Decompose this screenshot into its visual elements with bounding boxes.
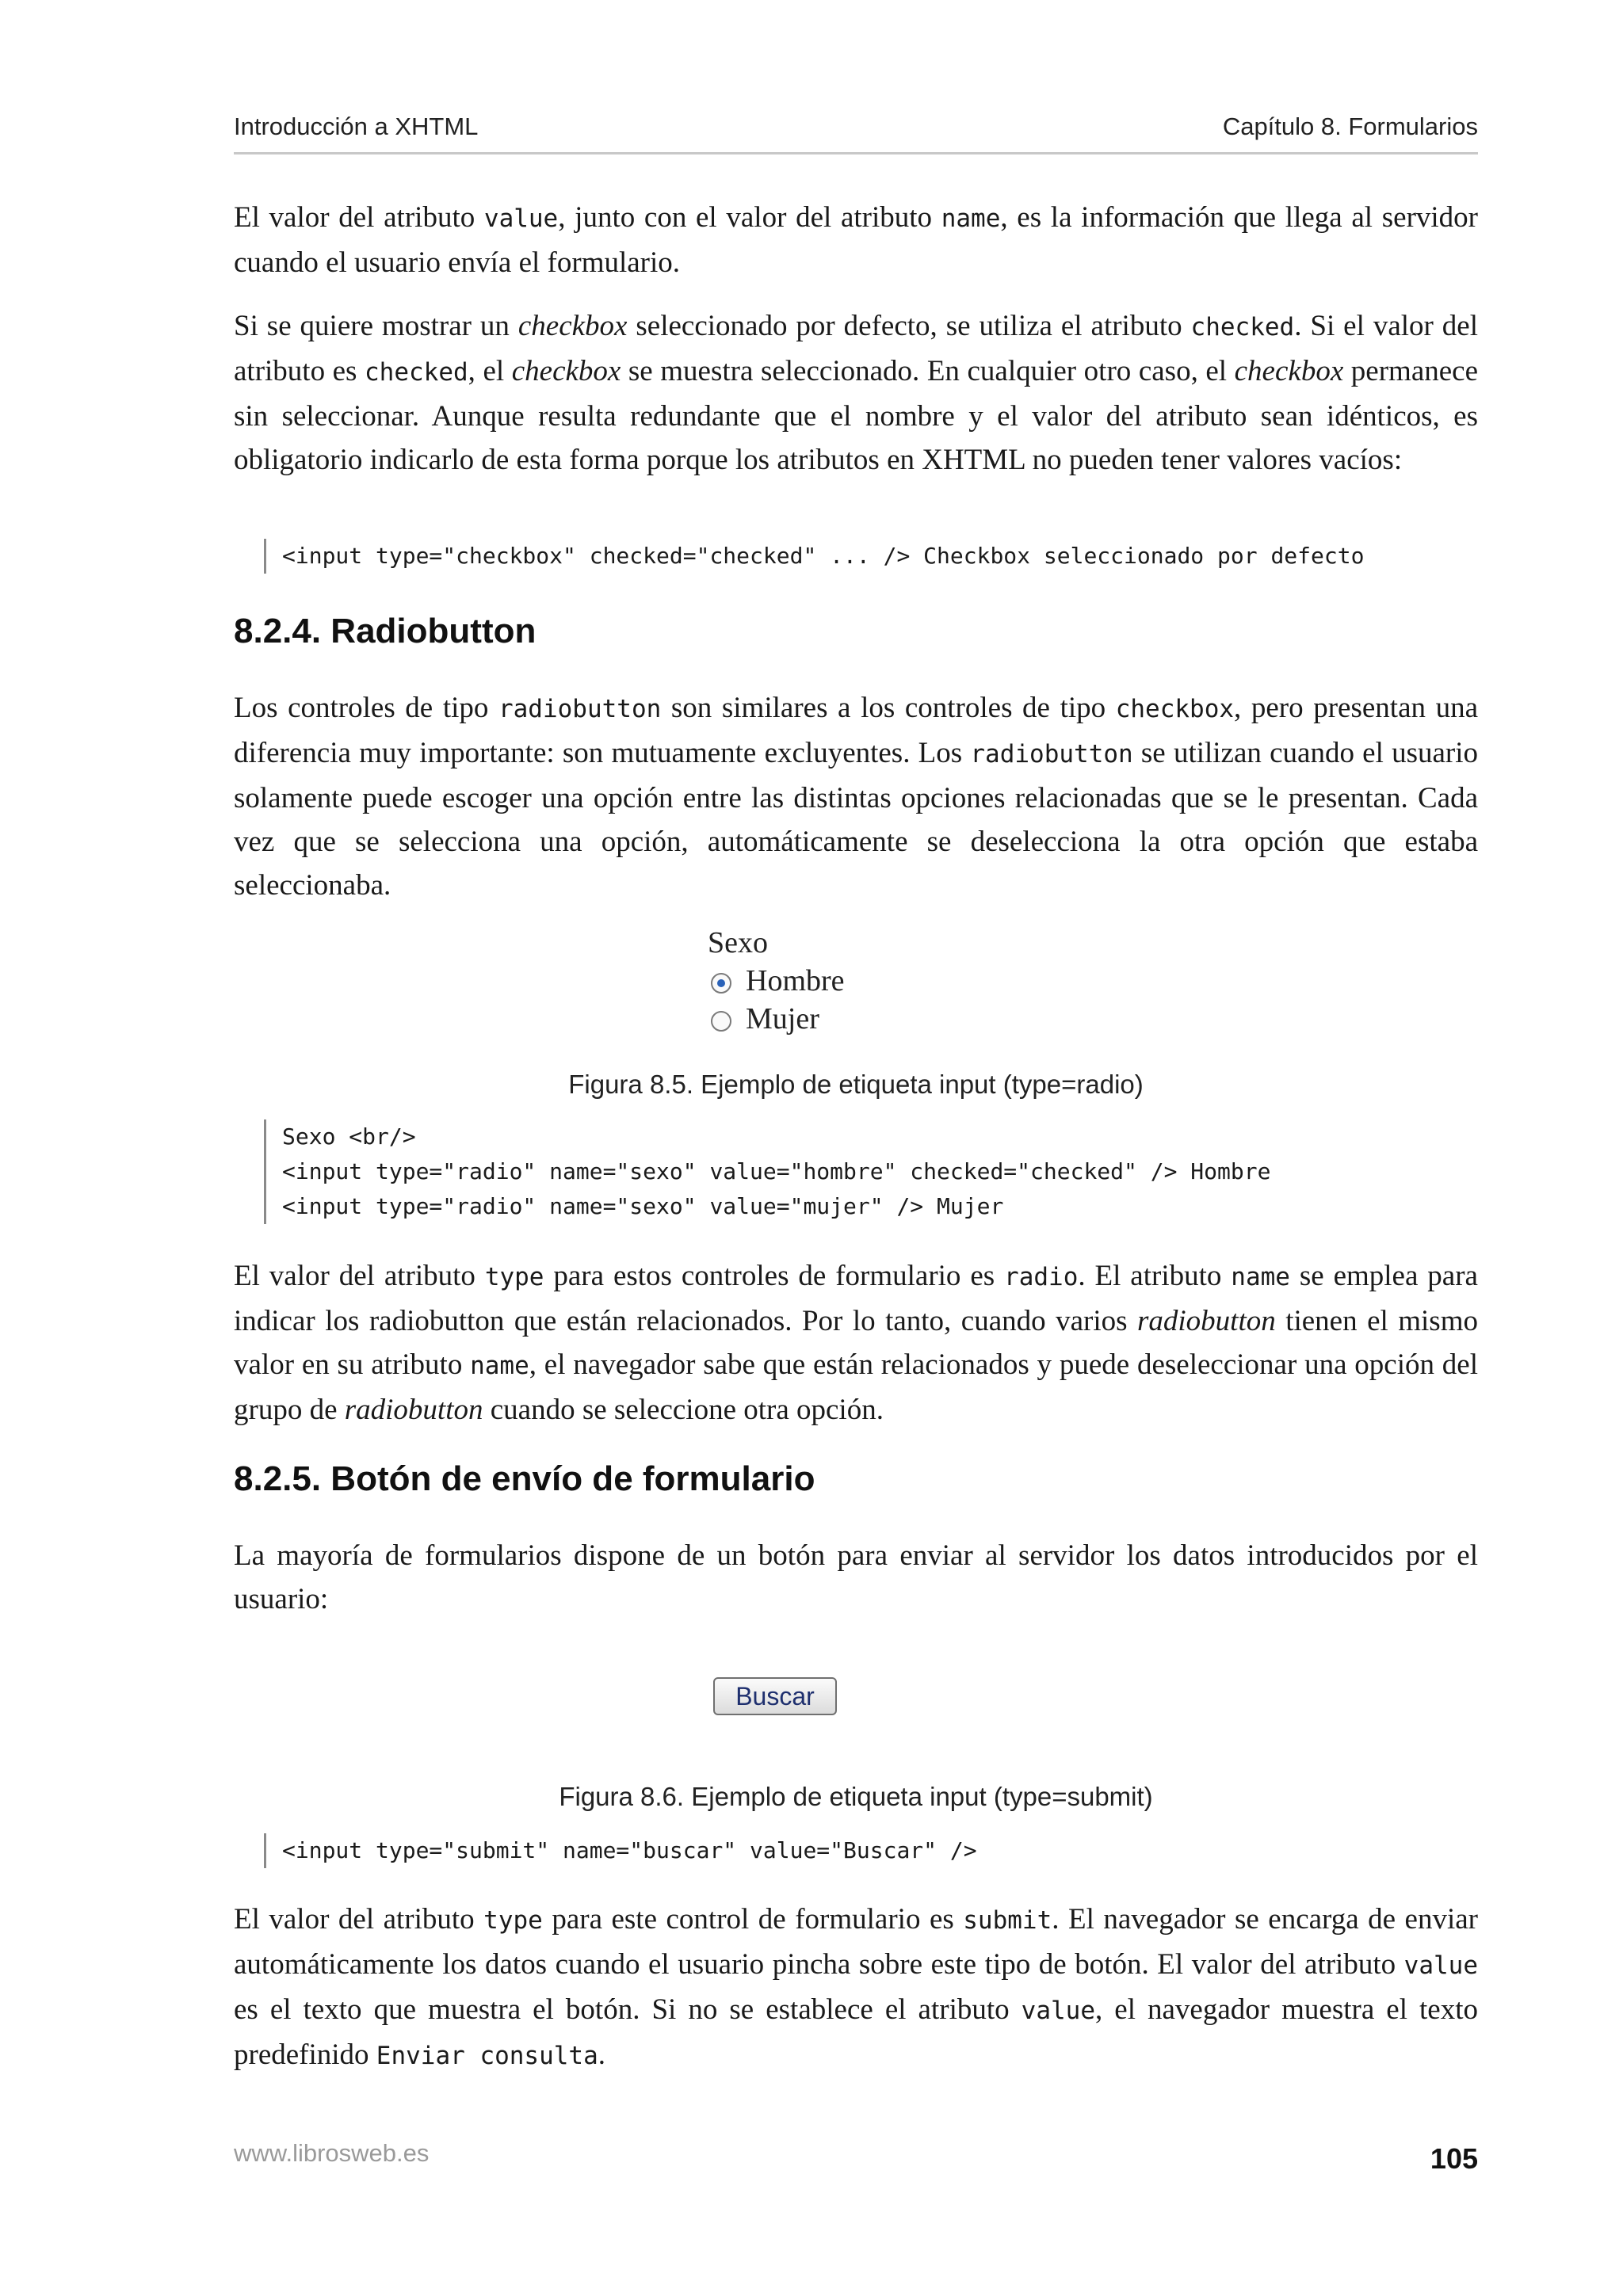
inline-code: value bbox=[483, 204, 559, 233]
figure-caption-submit: Figura 8.6. Ejemplo de etiqueta input (type=submit) bbox=[559, 1782, 1153, 1811]
inline-code: Enviar consulta bbox=[376, 2042, 598, 2070]
radio-option-label: Hombre bbox=[746, 964, 845, 997]
footer-url: www.librosweb.es bbox=[234, 2139, 430, 2167]
inline-code: type bbox=[484, 1263, 544, 1291]
code-block-checkbox bbox=[264, 539, 1364, 574]
book-title: Introducción a XHTML bbox=[234, 113, 479, 140]
code-block-submit bbox=[264, 1833, 977, 1868]
code-line: <input type="submit" name="buscar" value="Buscar" /> bbox=[282, 1837, 977, 1863]
inline-code: name bbox=[941, 204, 1001, 233]
code-line: <input type="radio" name="sexo" value="hombre" checked="checked" /> Hombre bbox=[282, 1158, 1271, 1184]
paragraph-checked: Si se quiere mostrar un checkbox seleccionado por defecto, se utiliza el atributo checked. Si el valor del atributo es checked, el checkbox se muestra seleccionado. En cualquier otro caso, el checkbox permanece sin seleccionar. Aunque resulta redundante que el nombre y el valor del atributo sean idénticos, es obligatorio indicarlo de esta forma porque los atributos en XHTML no pueden tener valores vacíos: bbox=[234, 310, 1479, 476]
paragraph-submit-type: El valor del atributo type para este control de formulario es submit. El navegador se encarga de enviar automáticamente los datos cuando el usuario pincha sobre este tipo de botón. El valor del atributo value es el texto que muestra el botón. Si no se establece el atributo value, el navegador muestra el texto predefinido Enviar consulta. bbox=[234, 1903, 1478, 2071]
paragraph-submit-intro: La mayoría de formularios dispone de un botón para enviar al servidor los datos introducidos por el usuario: bbox=[234, 1539, 1478, 1615]
radio-checked-icon[interactable] bbox=[711, 973, 731, 994]
radio-unchecked-icon[interactable] bbox=[711, 1011, 731, 1032]
code-block-radio bbox=[264, 1119, 1270, 1224]
inline-code: radiobutton bbox=[498, 695, 662, 723]
buscar-button[interactable]: Buscar bbox=[713, 1677, 837, 1715]
inline-code: type bbox=[483, 1906, 543, 1935]
inline-code: name bbox=[1231, 1263, 1290, 1291]
inline-code: name bbox=[470, 1352, 529, 1380]
section-heading-submit: 8.2.5. Botón de envío de formulario bbox=[234, 1459, 815, 1498]
inline-code: checked bbox=[1190, 313, 1295, 341]
code-line: <input type="checkbox" checked="checked" ... /> Checkbox seleccionado por defecto bbox=[282, 543, 1365, 569]
inline-code: value bbox=[1403, 1951, 1478, 1980]
figure-caption-radio: Figura 8.5. Ejemplo de etiqueta input (type=radio) bbox=[568, 1070, 1144, 1099]
inline-code: checkbox bbox=[1115, 695, 1235, 723]
inline-code: submit bbox=[963, 1906, 1052, 1935]
running-header bbox=[234, 108, 1478, 154]
inline-code: value bbox=[1021, 1997, 1095, 2025]
inline-code: radio bbox=[1004, 1263, 1079, 1291]
figure-radio-example bbox=[708, 925, 898, 1044]
section-heading-radiobutton: 8.2.4. Radiobutton bbox=[234, 612, 537, 650]
paragraph-radio-type: El valor del atributo type para estos controles de formulario es radio. El atributo name se emplea para indicar los radiobutton que están relacionados. Por lo tanto, cuando varios radiobutton tienen el mismo valor en su atributo name, el navegador sabe que están relacionados y puede deseleccionar una opción del grupo de radiobutton cuando se seleccione otra opción. bbox=[234, 1260, 1478, 1426]
radio-option-label: Mujer bbox=[746, 1002, 819, 1035]
radio-group-label: Sexo bbox=[708, 926, 768, 959]
paragraph-radiobutton: Los controles de tipo radiobutton son similares a los controles de tipo checkbox, pero presentan una diferencia muy importante: son mutuamente excluyentes. Los radiobutton se utilizan cuando el usuario solamente puede escoger una opción entre las distintas opciones relacionadas que se le presentan. Cada vez que se selecciona una opción, automáticamente se deselecciona la otra opción que estaba seleccionaba. bbox=[234, 692, 1479, 902]
code-line: Sexo <br/> bbox=[282, 1123, 416, 1150]
inline-code: checked bbox=[365, 358, 468, 387]
code-line: <input type="radio" name="sexo" value="mujer" /> Mujer bbox=[282, 1193, 1004, 1219]
page-number: 105 bbox=[1430, 2142, 1478, 2175]
inline-code: radiobutton bbox=[970, 740, 1133, 769]
paragraph-value-name: El valor del atributo value, junto con el valor del atributo name, es la información que llega al servidor cuando el usuario envía el formulario. bbox=[234, 201, 1478, 279]
chapter-title: Capítulo 8. Formularios bbox=[1222, 113, 1478, 140]
